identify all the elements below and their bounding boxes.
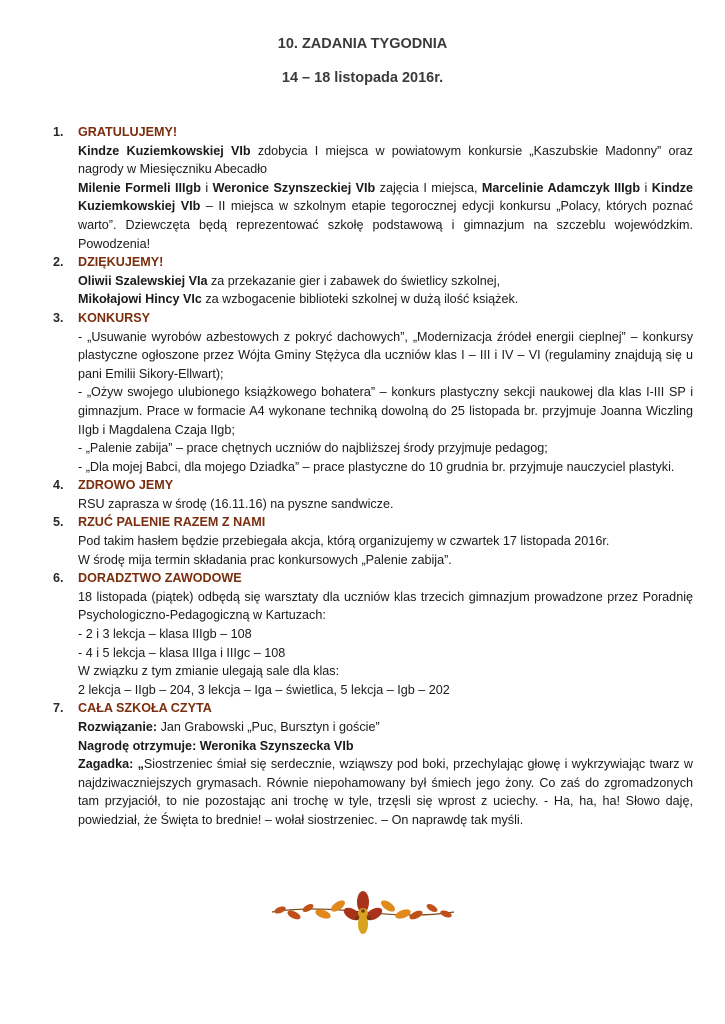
section-number: 5. bbox=[53, 515, 64, 530]
label-bold: Zagadka: „ bbox=[78, 757, 144, 772]
paragraph: 2 lekcja – IIgb – 204, 3 lekcja – Iga – świetlica, 5 lekcja – Igb – 202 bbox=[78, 682, 450, 697]
paragraph bbox=[78, 272, 693, 291]
name-bold: Kindze Kuziemkowskiej VIb bbox=[78, 180, 694, 214]
section-konkursy bbox=[53, 309, 693, 476]
section-doradztwo bbox=[53, 569, 693, 699]
section-heading: ZDROWO JEMY bbox=[78, 478, 174, 493]
document-body bbox=[53, 123, 693, 830]
section-heading: CAŁA SZKOŁA CZYTA bbox=[78, 701, 212, 716]
section-heading: GRATULUJEMY! bbox=[78, 125, 178, 139]
paragraph: - 2 i 3 lekcja – klasa IIIgb – 108 bbox=[78, 627, 252, 642]
text: za wzbogacenie biblioteki szkolnej w dużą ilość książek. bbox=[201, 292, 519, 307]
section-number: 3. bbox=[53, 310, 64, 325]
name-bold: Marcelinie Adamczyk IIIgb bbox=[481, 180, 641, 195]
section-dziekujemy bbox=[53, 253, 693, 309]
section-zdrowo-jemy bbox=[53, 476, 693, 513]
text: – II miejsca w szkolnym etapie tegorocznej edycji konkursu „Polacy, których poznać warto”. Dziewczęta będą reprezentować szkołę podstawową i gimnazjum na szczeblu wojewódzkim. Powodzenia! bbox=[78, 199, 693, 251]
paragraph bbox=[78, 718, 693, 737]
text: i bbox=[640, 180, 652, 195]
section-rzuc-palenie bbox=[53, 513, 693, 569]
text: Siostrzeniec śmiał się serdecznie, wziąwszy pod boki, przechylając głowę i wykrzywiając twarz w najdziwaczniejszych grymasach. Równie niepohamowany był śmiech jego żony. Co zaś do zgromadzonych tam przyjaciół, to nie pozostając ani trochę w tyle, trzęsli się wprost z uciechy. - Ha, ha, ha! Słowo daję, powiedział, że Święta to brednie! – wołał siostrzeniec. – On naprawdę tak myśli. bbox=[78, 757, 693, 827]
paragraph bbox=[78, 755, 693, 829]
paragraph bbox=[78, 290, 693, 309]
name-bold: Weronice Szynszeckiej VIb bbox=[212, 180, 376, 195]
paragraph: - „Usuwanie wyrobów azbestowych z pokryć dachowych”, „Modernizacja źródeł energii cieplnej” – konkursy plastyczne ogłoszone przez Wójta Gminy Stężyca dla uczniów klas I – III i IV – VI (regulaminy znajdują się u pani Emilii Sikory-Ellwart); bbox=[78, 329, 693, 381]
section-number: 4. bbox=[53, 478, 64, 493]
section-heading: KONKURSY bbox=[78, 310, 151, 325]
page-dates: 14 – 18 listopada 2016r. bbox=[281, 70, 444, 86]
paragraph: W środę mija termin składania prac konkursowych „Palenie zabija”. bbox=[78, 552, 452, 567]
autumn-leaves-ornament-icon bbox=[268, 884, 458, 940]
paragraph: - „Ożyw swojego ulubionego książkowego bohatera” – konkurs plastyczny sekcji naukowej dla klas I-III SP i gimnazjum. Prace w formacie A4 wykonane techniką dowolną do 25 listopada br. przyjmuje Joanna Wiczling IIgb i Magdalena Czaja IIgb; bbox=[78, 385, 693, 437]
paragraph bbox=[78, 737, 693, 756]
paragraph bbox=[78, 179, 693, 253]
label-bold: Nagrodę otrzymuje: Weronika Szynszecka VIb bbox=[78, 738, 354, 753]
section-cala-szkola-czyta bbox=[53, 699, 693, 829]
section-number: 6. bbox=[53, 571, 64, 586]
paragraph: - „Dla mojej Babci, dla mojego Dziadka” – prace plastyczne do 10 grudnia br. przyjmuje nauczyciel plastyki. bbox=[78, 459, 675, 474]
paragraph: 18 listopada (piątek) odbędą się warsztaty dla uczniów klas trzecich gimnazjum prowadzone przez Poradnię Psychologiczno-Pedagogiczną w Kartuzach: bbox=[78, 589, 693, 623]
text: zajęcia I miejsca, bbox=[375, 180, 482, 195]
section-heading: RZUĆ PALENIE RAZEM Z NAMI bbox=[78, 515, 266, 530]
name-bold: Milenie Formeli IIIgb bbox=[78, 180, 201, 195]
paragraph: RSU zaprasza w środę (16.11.16) na pyszne sandwicze. bbox=[78, 496, 394, 511]
label-bold: Rozwiązanie: bbox=[78, 720, 158, 734]
text: zdobycia I miejsca w powiatowym konkursie „Kaszubskie Madonny” oraz nagrody w Miesięczniku Abecadło bbox=[78, 143, 693, 177]
name-bold: Kindze Kuziemkowskiej VIb bbox=[78, 143, 251, 158]
name-bold: Mikołajowi Hincy VIc bbox=[78, 292, 202, 307]
page-title: 10. ZADANIA TYGODNIA bbox=[277, 36, 448, 52]
paragraph: - 4 i 5 lekcja – klasa IIIga i IIIgc – 108 bbox=[78, 645, 286, 660]
text: Jan Grabowski „Puc, Bursztyn i goście” bbox=[157, 720, 380, 734]
paragraph: Pod takim hasłem będzie przebiegała akcja, którą organizujemy w czwartek 17 listopada 2016r. bbox=[78, 534, 610, 549]
section-number: 1. bbox=[53, 125, 64, 139]
section-heading: DORADZTWO ZAWODOWE bbox=[78, 571, 242, 586]
text: za przekazanie gier i zabawek do świetlicy szkolnej, bbox=[207, 273, 501, 288]
section-heading: DZIĘKUJEMY! bbox=[78, 255, 164, 270]
paragraph bbox=[78, 142, 693, 179]
section-gratulujemy bbox=[53, 123, 693, 253]
text: i bbox=[200, 180, 213, 195]
name-bold: Oliwii Szalewskiej VIa bbox=[78, 273, 208, 288]
section-number: 7. bbox=[53, 701, 64, 716]
paragraph: - „Palenie zabija” – prace chętnych uczniów do najbliższej środy przyjmuje pedagog; bbox=[78, 441, 548, 456]
section-number: 2. bbox=[53, 255, 64, 270]
paragraph: W związku z tym zmianie ulegają sale dla klas: bbox=[78, 664, 340, 679]
